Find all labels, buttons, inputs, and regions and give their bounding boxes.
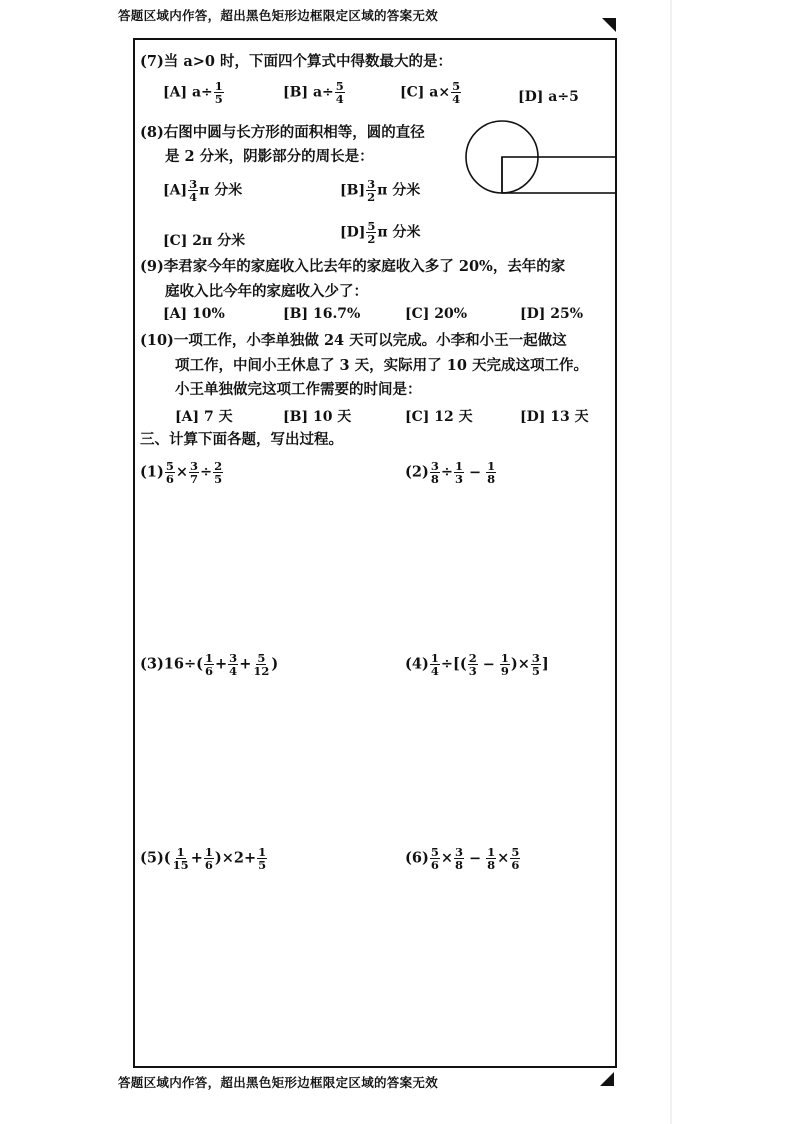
fraction: $\frac{5}{4}$ (335, 79, 344, 106)
header-notice: 答题区域内作答，超出黑色矩形边框限定区域的答案无效 (118, 8, 439, 23)
fraction: $\frac{3}{4}$ (189, 177, 198, 204)
q9-option-d[interactable]: [D] 25% (520, 306, 584, 322)
q10-line1: (10)一项工作，小李单独做 24 天可以完成。小李和小王一起做这 (140, 332, 567, 349)
q10-line3: 小王单独做完这项工作需要的时间是： (175, 381, 422, 398)
q7-option-d[interactable]: [D] a÷5 (518, 89, 579, 105)
q8-option-b[interactable]: [B] $\frac{3}{2}$ π 分米 (340, 177, 421, 204)
calc-problem-4: (4) $\frac{1}{4}$ ÷[( $\frac{2}{3}$ − $\frac{1}{9}$ )× $\frac{3}{5}$ ] (405, 651, 549, 678)
q9-option-b[interactable]: [B] 16.7% (283, 306, 361, 322)
circle-rectangle-figure (460, 118, 622, 200)
q8-option-a[interactable]: [A] $\frac{3}{4}$ π 分米 (163, 177, 243, 204)
q9-line1: (9)李君家今年的家庭收入比去年的家庭收入多了 20%，去年的家 (140, 258, 566, 275)
q10-option-a[interactable]: [A] 7 天 (175, 409, 233, 425)
q8-line1: (8)右图中圆与长方形的面积相等，圆的直径 (140, 124, 425, 141)
q10-option-d[interactable]: [D] 13 天 (520, 409, 589, 425)
q7-option-a[interactable]: [A] a÷ $\frac{1}{5}$ (163, 79, 223, 106)
corner-mark-bottom (600, 1072, 614, 1086)
corner-mark-top (602, 18, 616, 32)
q9-option-a[interactable]: [A] 10% (163, 306, 225, 322)
q10-line2: 项工作，中间小王休息了 3 天，实际用了 10 天完成这项工作。 (175, 357, 588, 374)
q8-option-d[interactable]: [D] $\frac{5}{2}$ π 分米 (340, 219, 421, 246)
q7-option-c[interactable]: [C] a× $\frac{5}{4}$ (400, 79, 461, 106)
q10-option-c[interactable]: [C] 12 天 (405, 409, 473, 425)
calc-problem-3: (3)16÷( $\frac{1}{6}$ + $\frac{3}{4}$ + $\frac{5}{12}$ ) (140, 651, 279, 678)
q8-option-c[interactable]: [C] 2π 分米 (163, 233, 246, 249)
rectangle-shape (502, 157, 616, 193)
calc-problem-5: (5)( $\frac{1}{15}$ + $\frac{1}{6}$ )×2+ $\frac{1}{5}$ (140, 845, 267, 872)
q7-stem: (7)当 a>0 时，下面四个算式中得数最大的是： (140, 53, 453, 70)
calc-problem-1: (1) $\frac{5}{6}$ × $\frac{3}{7}$ ÷ $\frac{2}{5}$ (140, 459, 223, 486)
fraction: $\frac{1}{5}$ (214, 79, 223, 106)
q9-option-c[interactable]: [C] 20% (405, 306, 468, 322)
footer-notice: 答题区域内作答，超出黑色矩形边框限定区域的答案无效 (118, 1075, 439, 1090)
page-gutter (670, 0, 672, 1124)
q10-option-b[interactable]: [B] 10 天 (283, 409, 352, 425)
fraction: $\frac{5}{2}$ (367, 219, 376, 246)
section3-title: 三、计算下面各题，写出过程。 (140, 431, 343, 448)
calc-problem-6: (6) $\frac{5}{6}$ × $\frac{3}{8}$ − $\frac{1}{8}$ × $\frac{5}{6}$ (405, 845, 520, 872)
q7-option-b[interactable]: [B] a÷ $\frac{5}{4}$ (283, 79, 344, 106)
q9-line2: 庭收入比今年的家庭收入少了： (165, 283, 368, 300)
calc-problem-2: (2) $\frac{3}{8}$ ÷ $\frac{1}{3}$ − $\frac{1}{8}$ (405, 459, 496, 486)
fraction: $\frac{5}{4}$ (452, 79, 461, 106)
fraction: $\frac{3}{2}$ (367, 177, 376, 204)
q8-line2: 是 2 分米，阴影部分的周长是： (165, 148, 374, 165)
